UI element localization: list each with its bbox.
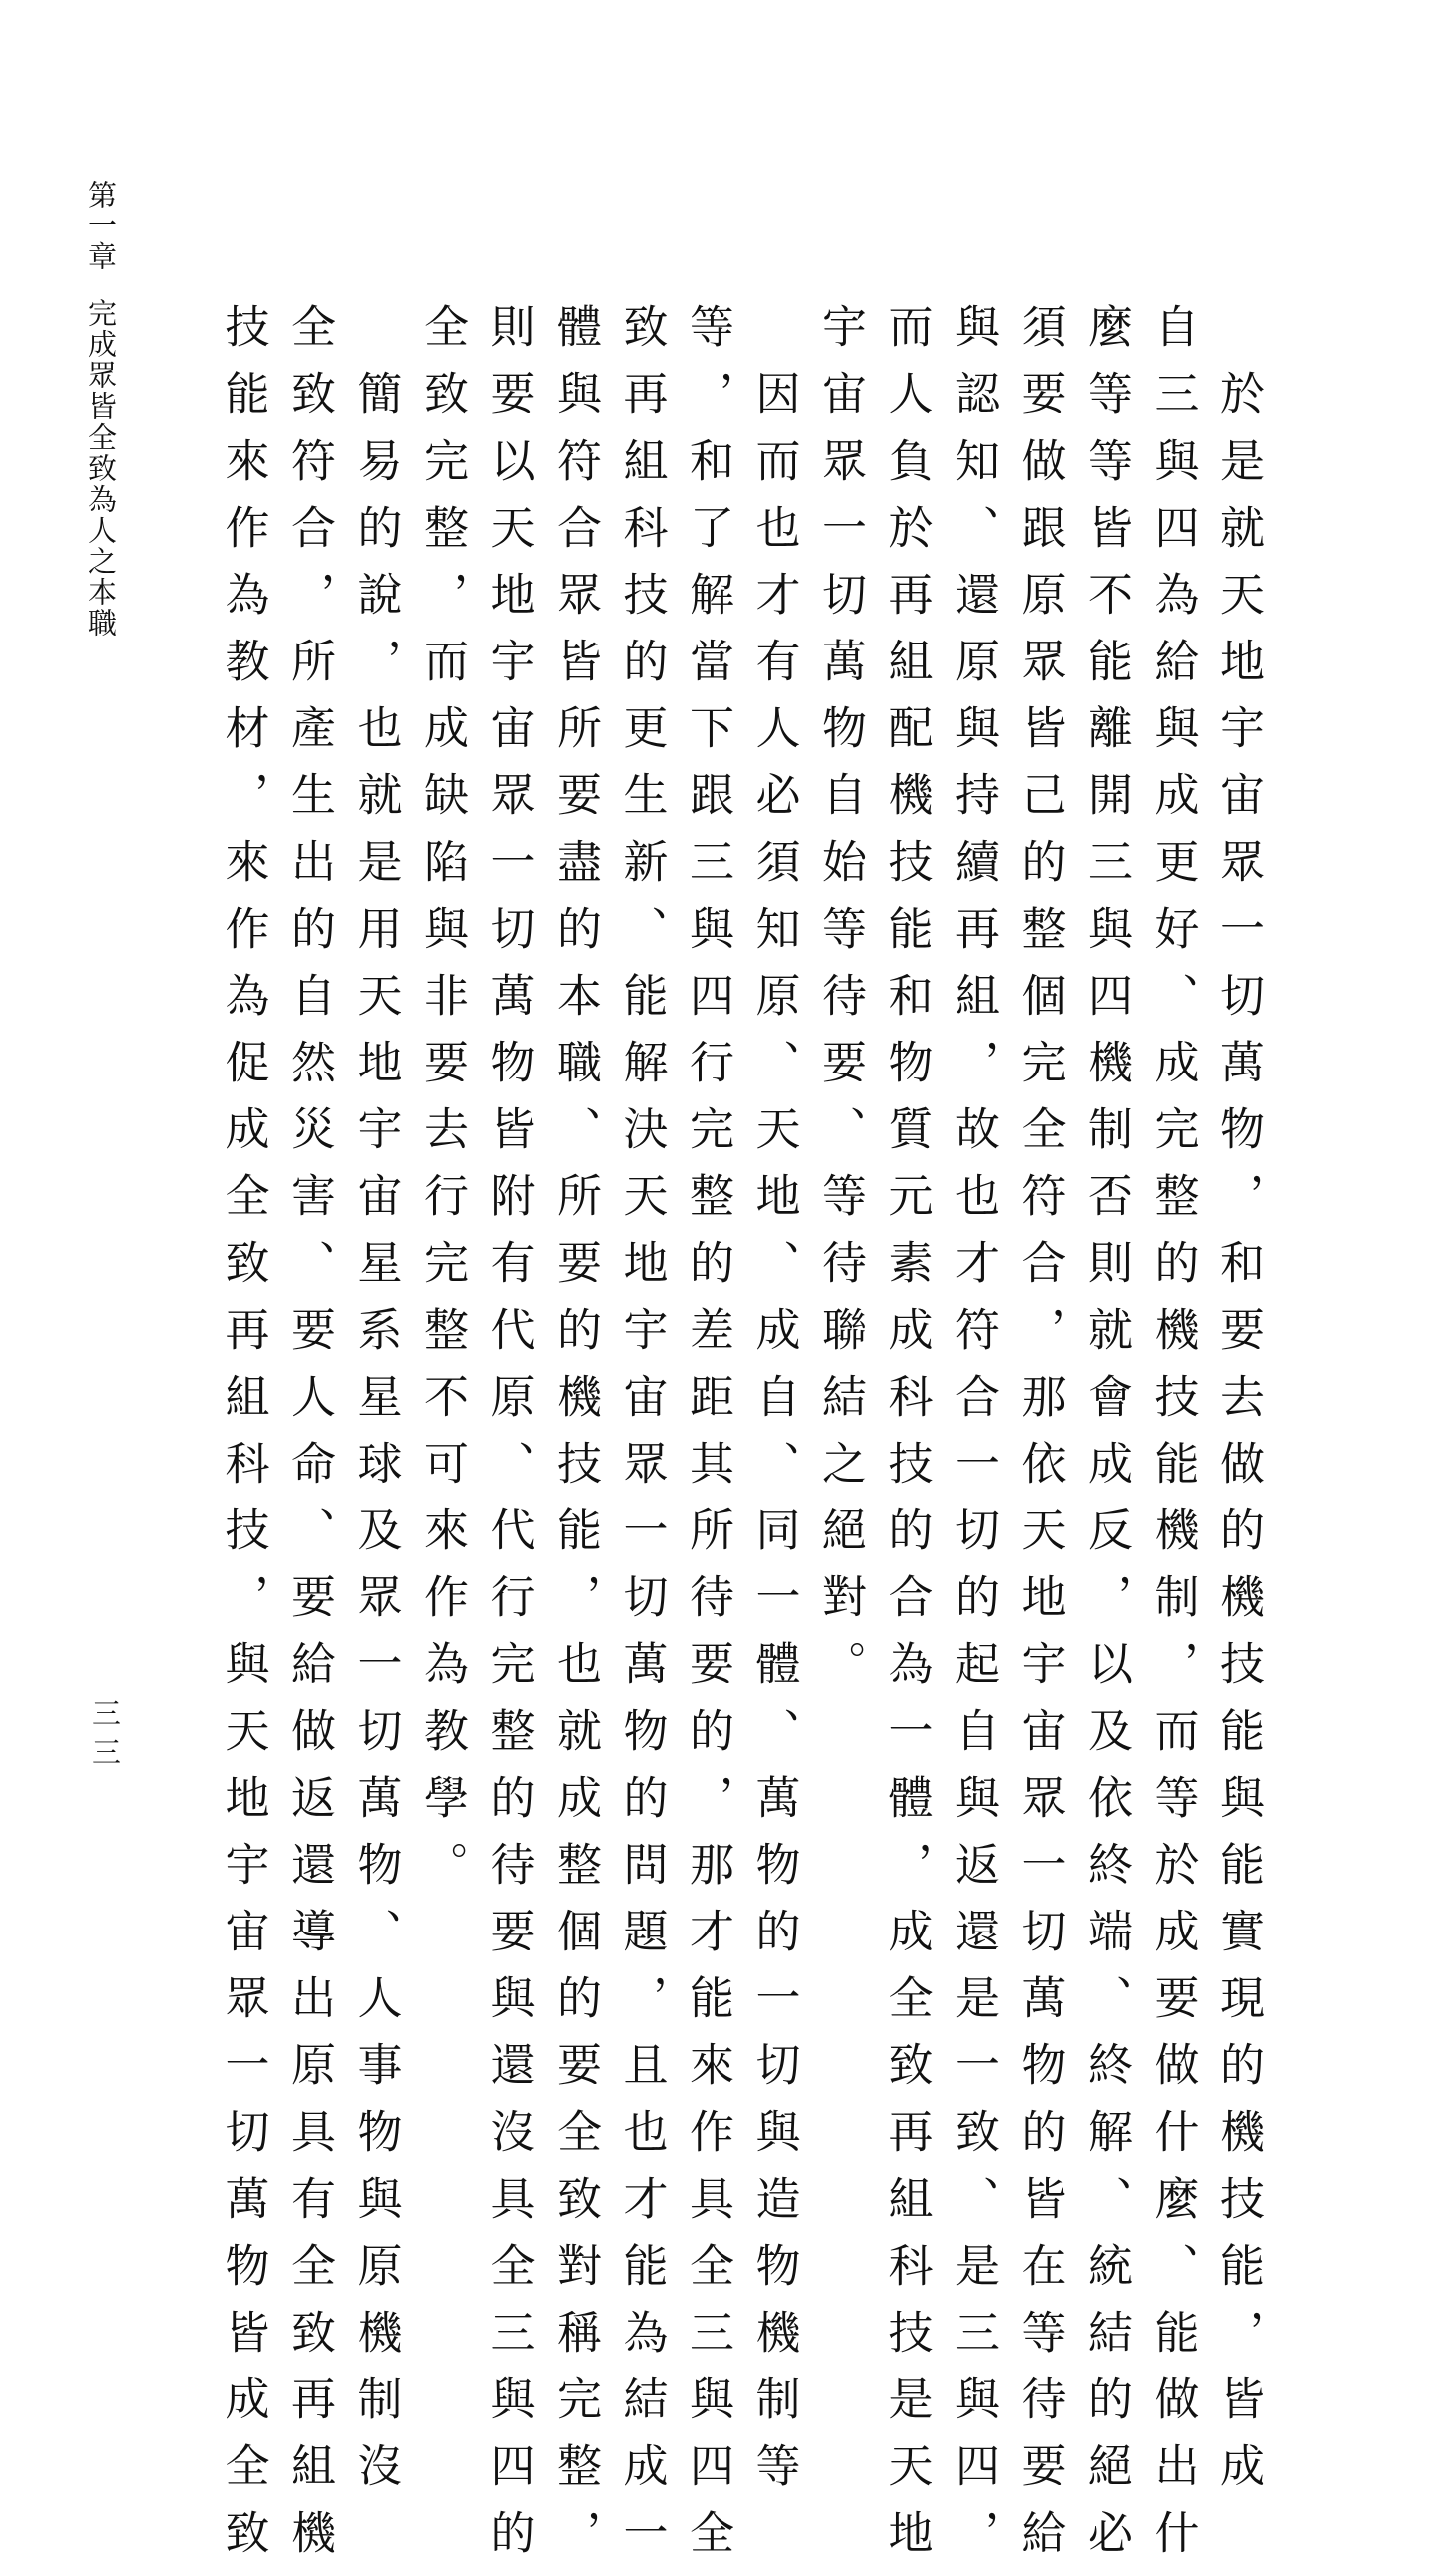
running-head (84, 180, 118, 639)
text-column: 等，和了解當下跟三與四行完整的差距其所待要的，那才能來作具全三與四全 (682, 303, 734, 2576)
text-column: 須要做跟原眾皆己的整個完全符合，那依天地宇宙眾一切萬物的皆在等待要給 (1013, 303, 1067, 2576)
chapter-title: 完成眾皆全致為人之本職 (84, 298, 118, 639)
text-column: 致再組科技的更生新、能解決天地宇宙眾一切萬物的問題，且也才能為結成一 (615, 303, 669, 2576)
text-column: 於是就天地宇宙眾一切萬物，和要去做的機技能與能實現的機技能，皆成 (1212, 303, 1265, 2509)
text-column: 體與符合眾皆所要盡的本職、所要的機技能，也就成整個的要全致對稱完整， (549, 303, 602, 2576)
text-column: 全致符合，所產生出的自然災害、要人命、要給做返還導出原具有全致再組機 (283, 303, 336, 2576)
text-column: 宇宙眾一切萬物自始等待要、等待聯結之絕對。 (814, 303, 867, 1707)
text-column: 與認知、還原與持續再組，故也才符合一切的起自與返還是一致、是三與四， (947, 303, 1000, 2576)
text-column: 簡易的說，也就是用天地宇宙星系星球及眾一切萬物、人事物與原機制沒 (349, 303, 403, 2509)
text-column: 而人負於再組配機技能和物質元素成科技的合為一體，成全致再組科技是天地 (880, 303, 934, 2576)
text-column: 自三與四為給與成更好、成完整的機技能機制，而等於成要做什麼、能做出什 (1146, 303, 1200, 2576)
text-column: 全致完整，而成缺陷與非要去行完整不可來作為教學。 (416, 303, 469, 1908)
chapter-number: 第一章 (84, 180, 118, 272)
text-column: 麼等等皆不能離開三與四機制否則就會成反，以及依終端、終解、統結的絕必 (1080, 303, 1133, 2576)
text-column: 技能來作為教材，來作為促成全致再組科技，與天地宇宙眾一切萬物皆成全致 (217, 303, 270, 2576)
text-column: 則要以天地宇宙眾一切萬物皆附有代原、代行完整的待要與還沒具全三與四的 (482, 303, 536, 2576)
text-column: 因而也才有人必須知原、天地、成自、同一體、萬物的一切與造物機制等 (747, 303, 801, 2509)
body-text (210, 303, 1271, 2576)
page-number: 三三 (88, 1698, 122, 1776)
